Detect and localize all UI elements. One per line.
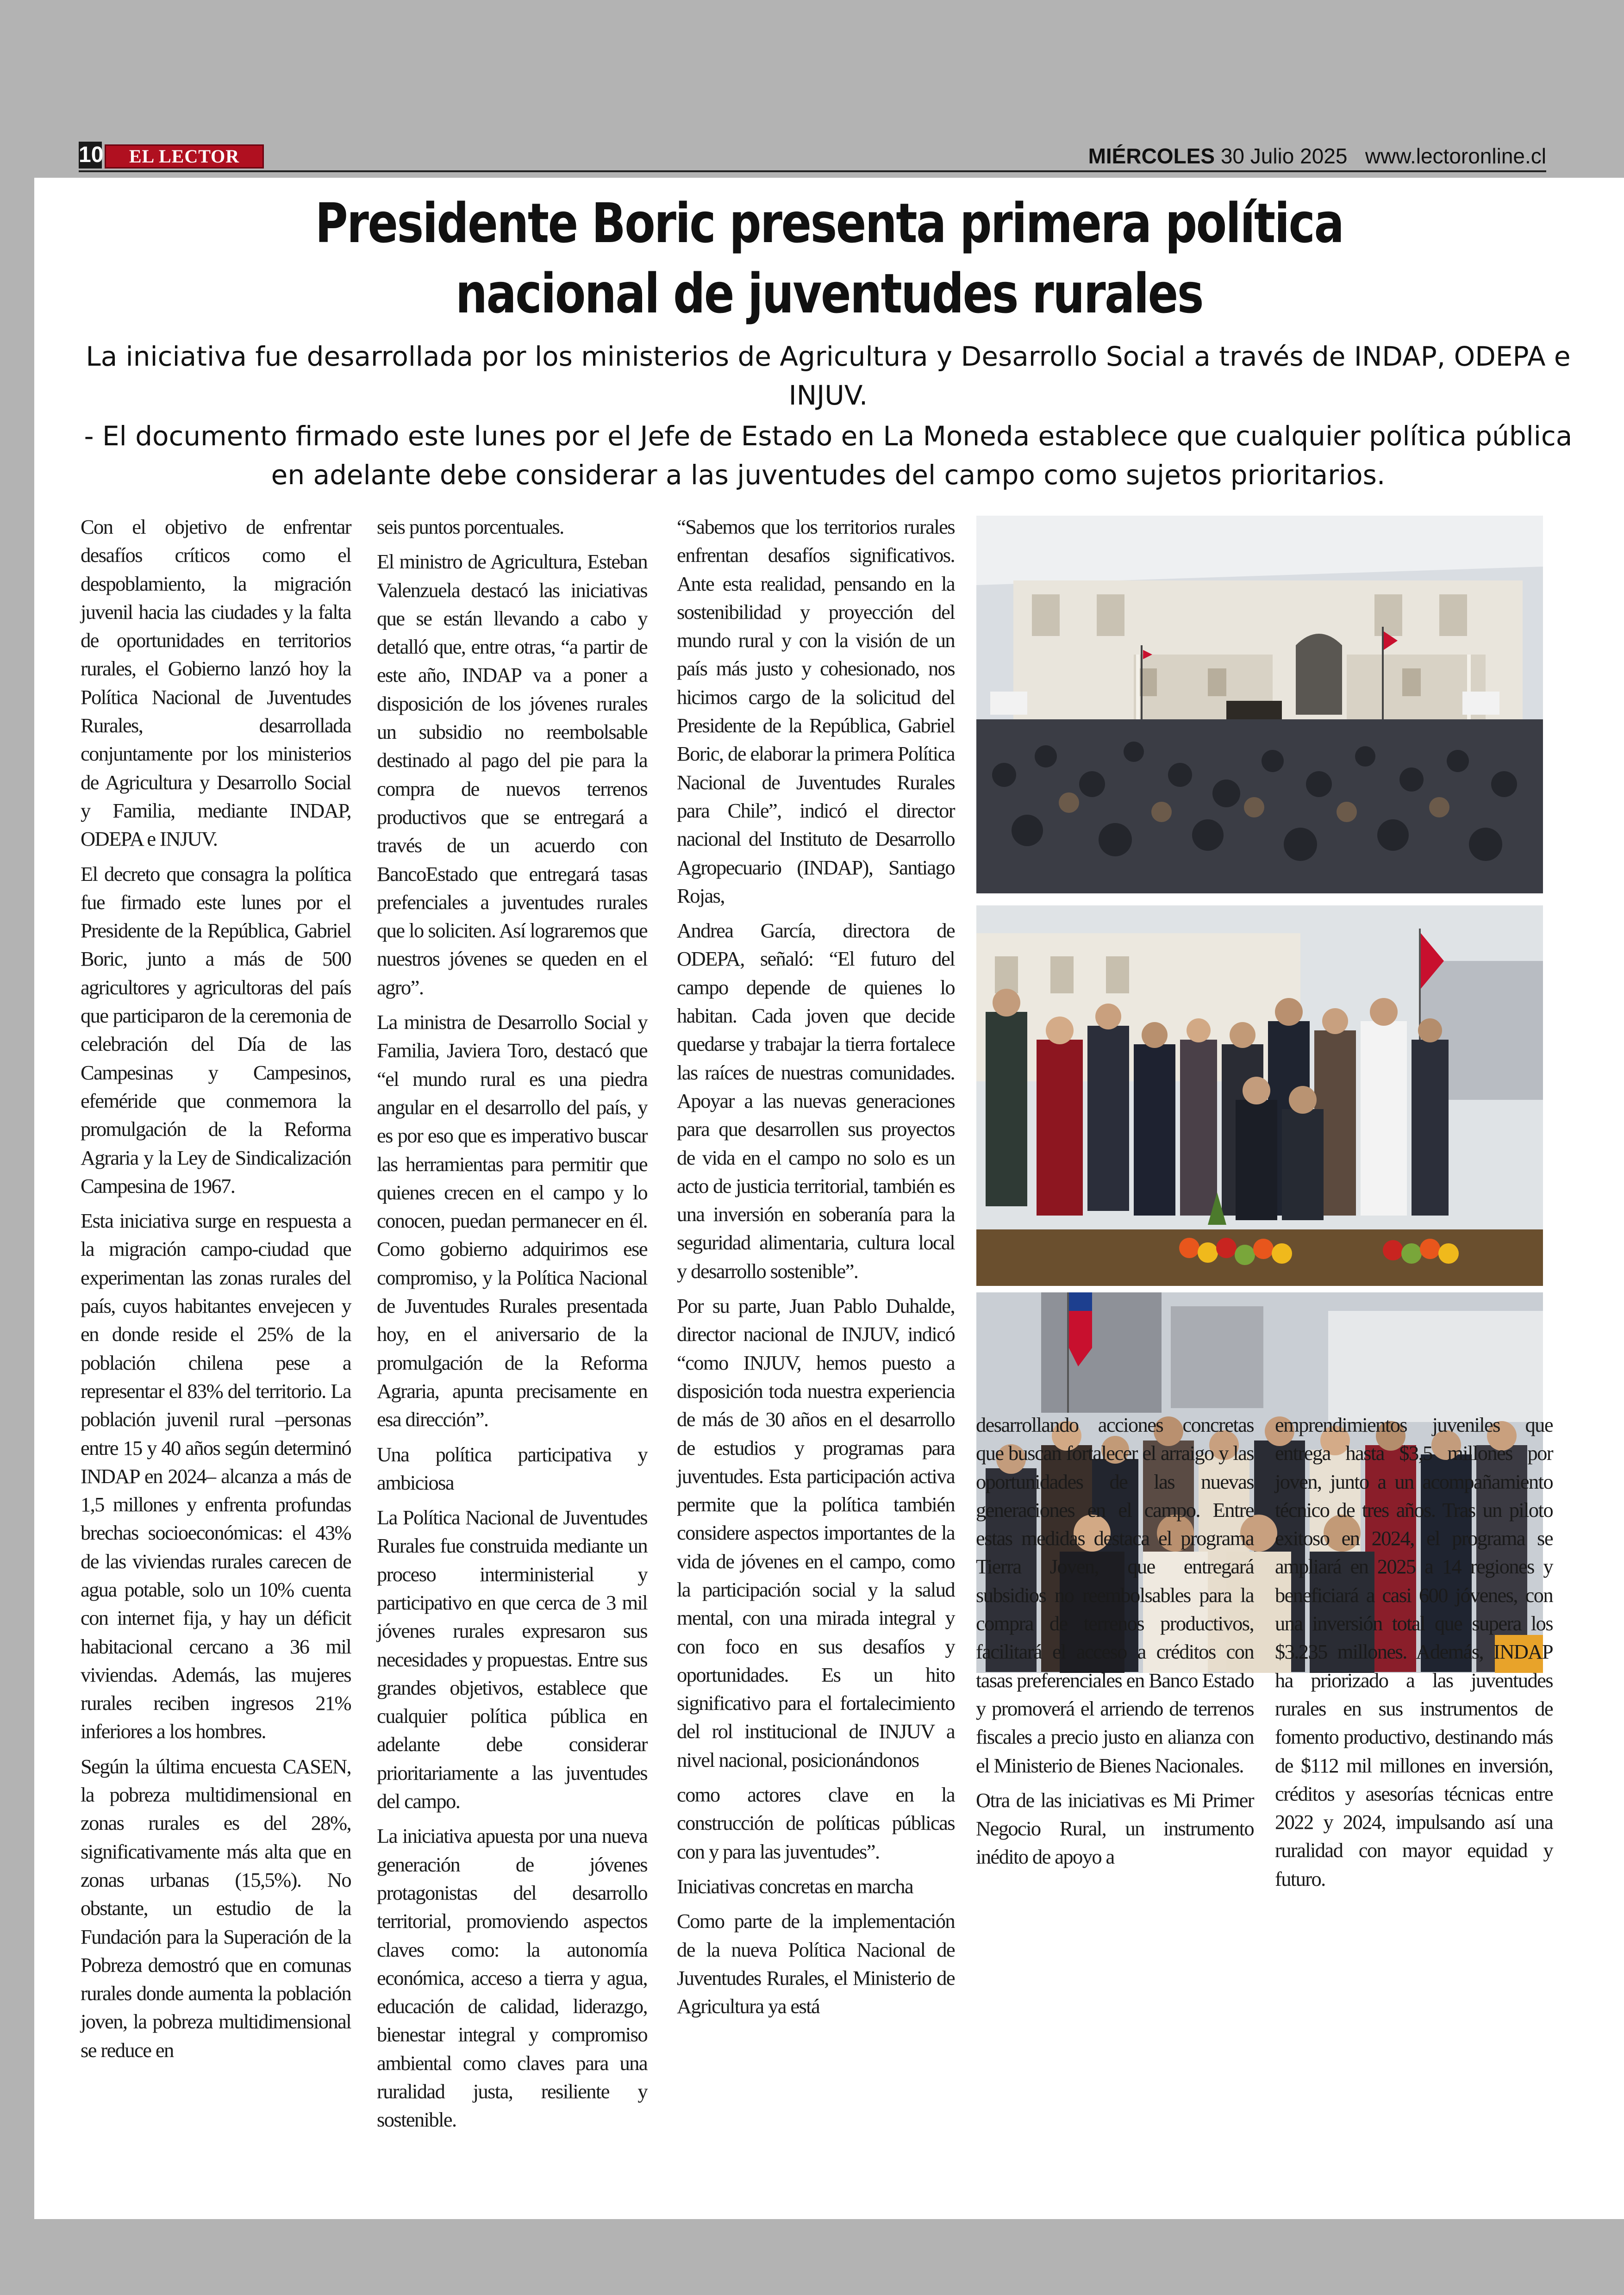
headline-line-1: Presidente Boric presenta primera política xyxy=(315,191,1343,255)
paragraph: seis puntos porcentuales. xyxy=(377,515,564,538)
photo-ceremony-la-moneda xyxy=(976,516,1543,893)
paragraph: desarrollando acciones concretas que buscan fortalecer el arraigo y las oportunidades de las nuevas generaciones en el campo. Entre estas medidas destaca el programa Tierra Joven, que entregará subsidios no reembolsables para la compra de terrenos productivos, facilitará el acceso a créditos con tasas preferenciales en Banco Estado y promoverá el arriendo de terrenos fiscales a precio justo en alianza con el Ministerio de Bienes Nacionales. xyxy=(976,1413,1254,1777)
paragraph: Esta iniciativa surge en respuesta a la migración campo-ciudad que experimentan las zonas rurales del país, cuyos habitantes envejecen y en donde reside el 25% de la población chilena pese a representar el 83% del territorio. La población juvenil rural –personas entre 15 y 40 años según determinó INDAP en 2024– alcanza a más de 1,5 millones y enfrenta profundas brechas socioeconómicas: el 43% de las viviendas rurales carecen de agua potable, solo un 10% cuenta con internet fija, y hay un déficit habitacional cercano a 36 mil viviendas. Además, las mujeres rurales reciben ingresos 21% inferiores a los hombres. xyxy=(81,1209,351,1743)
dateline-date: 30 Julio 2025 xyxy=(1220,144,1348,168)
paragraph: Con el objetivo de enfrentar desafíos críticos como el despoblamiento, la migración juvenil hacia las ciudades y la falta de oportunidades en territorios rurales, el Gobierno lanzó hoy la Política Nacional de Juventudes Rurales, desarrollada conjuntamente por los ministerios de Agricultura y Desarrollo Social y Familia, mediante INDAP, ODEPA e INJUV. xyxy=(81,515,351,851)
paragraph: Como parte de la implementación de la nueva Política Nacional de Juventudes Rurales, el Ministerio de Agricultura ya está xyxy=(677,1909,955,2018)
article-column-4 xyxy=(976,1411,1254,1878)
dateline-day: MIÉRCOLES xyxy=(1088,144,1215,168)
article-column-3 xyxy=(677,513,955,2027)
paragraph: Otra de las iniciativas es Mi Primer Negocio Rural, un instrumento inédito de apoyo a xyxy=(976,1788,1254,1869)
paragraph: Según la última encuesta CASEN, la pobreza multidimensional en zonas rurales es del 28%, significativamente más alta que en zonas urbanas (15,5%). No obstante, un estudio de la Fundación para la Superación de la Pobreza demostró que en comunas rurales donde aumenta la población joven, la pobreza multidimensional se reduce en xyxy=(81,1754,351,2062)
section-heading: Una política participativa y ambiciosa xyxy=(377,1442,647,1494)
subheadline-1: La iniciativa fue desarrollada por los ministerios de Agricultura y Desarrollo Social a través de INDAP, ODEPA e INJUV. xyxy=(86,341,1571,411)
headline-line-2: nacional de juventudes rurales xyxy=(456,262,1203,325)
paragraph: Por su parte, Juan Pablo Duhalde, director nacional de INJUV, indicó “como INJUV, hemos puesto a disposición toda nuestra experiencia de más de 30 años en el desarrollo de estudios y programas para juventudes. Esta participación activa permite que la política también considere aspectos importantes de la vida de jóvenes en el campo, como la participación social y la salud mental, con una mirada integral y con foco en sus desafíos y oportunidades. Es un hito significativo para el fortalecimiento del rol institucional de INJUV a nivel nacional, posicionándonos xyxy=(677,1294,955,1771)
subheadline-2: - El documento firmado este lunes por el Jefe de Estado en La Moneda establece que cualquier política pública en adelante debe considerar a las juventudes del campo como sujetos prioritarios. xyxy=(84,420,1573,491)
article-column-5 xyxy=(1275,1411,1553,1900)
page-header xyxy=(79,142,1546,168)
paragraph: La iniciativa apuesta por una nueva generación de jóvenes protagonistas del desarrollo territorial, promoviendo aspectos claves como: la autonomía económica, acceso a tierra y agua, educación de calidad, liderazgo, bienestar integral y compromiso ambiental como claves para una ruralidad justa, resiliente y sostenible. xyxy=(377,1824,647,2132)
paragraph: como actores clave en la construcción de políticas públicas con y para las juventudes”. xyxy=(677,1783,955,1863)
paragraph: El ministro de Agricultura, Esteban Valenzuela destacó las iniciativas que se están llevando a cabo y detalló que, entre otras, “a partir de este año, INDAP va a poner a disposición de los jóvenes rurales un subsidio no reembolsable destinado al pago del pie para la compra de nuevos terrenos productivos que se entregará a través de un acuerdo con BancoEstado que entregará tasas prefenciales a juventudes rurales que lo soliciten. Así lograremos que nuestros jóvenes se queden en el agro”. xyxy=(377,550,647,999)
section-heading: Iniciativas concretas en marcha xyxy=(677,1874,913,1898)
paragraph: emprendimientos juveniles que entrega hasta $3,5 millones por joven, junto a un acompañamiento técnico de tres años. Tras un piloto exitoso en 2024, el programa se ampliará en 2025 a 14 regiones y beneficiará a casi 600 jóvenes, con una inversión total que supera los $3.235 millones. Además, INDAP ha priorizado a las juventudes rurales en sus instrumentos de fomento productivo, destinando más de $112 mil millones en inversión, créditos y asesorías técnicas entre 2022 y 2024, impulsando así una ruralidad con mayor equidad y futuro. xyxy=(1275,1413,1553,1890)
paragraph: La ministra de Desarrollo Social y Familia, Javiera Toro, destacó que “el mundo rural es una piedra angular en el desarrollo del país, y es por eso que es imperativo buscar las herramientas para permitir que quienes crecen en el campo y lo conocen, puedan permanecer en él. Como gobierno adquirimos ese compromiso, y la Política Nacional de Juventudes Rurales presentada hoy, en el aniversario de la promulgación de la Reforma Agraria, apunta precisamente en esa dirección”. xyxy=(377,1010,647,1431)
paragraph: El decreto que consagra la política fue firmado este lunes por el Presidente de la República, Gabriel Boric, junto a más de 500 agricultores y agricultoras del país que participaron de la ceremonia de celebración del Día de las Campesinas y Campesinos, efeméride que conmemora la promulgación de la Reforma Agraria y la Ley de Sindicalización Campesina de 1967. xyxy=(81,862,351,1197)
page-number: 10 xyxy=(79,142,102,168)
paragraph: “Sabemos que los territorios rurales enfrentan desafíos significativos. Ante esta realidad, pensando en la sostenibilidad y proyección del mundo rural y con la visión de un país más justo y cohesionado, nos hicimos cargo de la solicitud del Presidente de la República, Gabriel Boric, de elaborar la primera Política Nacional de Juventudes Rurales para Chile”, indicó el director nacional del Instituto de Desarrollo Agropecuario (INDAP), Santiago Rojas, xyxy=(677,515,955,907)
paragraph: Andrea García, directora de ODEPA, señaló: “El futuro del campo depende de quienes lo habitan. Cada joven que decide quedarse y trabajar la tierra fortalece las raíces de nuestras comunidades. Apoyar a las nuevas generaciones para que desarrollen sus proyectos de vida en el campo no solo es un acto de justicia territorial, también es una inversión en soberanía para la seguridad alimentaria, cultura local y desarrollo sostenible”. xyxy=(677,919,955,1283)
dateline xyxy=(1088,143,1546,168)
article-page xyxy=(34,178,1624,2219)
header-divider xyxy=(79,170,1546,172)
paragraph: La Política Nacional de Juventudes Rurales fue construida mediante un proceso interministerial y participativo en que cerca de 3 mil jóvenes rurales expresaron sus necesidades y propuestas. Entre sus grandes objetivos, establece que cualquier política pública en adelante debe considerar prioritariamente a las juventudes del campo. xyxy=(377,1506,647,1813)
website-url[interactable]: www.lectoronline.cl xyxy=(1365,144,1546,168)
photo-group-stage xyxy=(976,905,1543,1286)
headline xyxy=(177,188,1481,329)
article-column-1 xyxy=(81,513,351,2071)
newspaper-logo: EL LECTOR xyxy=(105,144,264,168)
article-column-2 xyxy=(377,513,647,2141)
